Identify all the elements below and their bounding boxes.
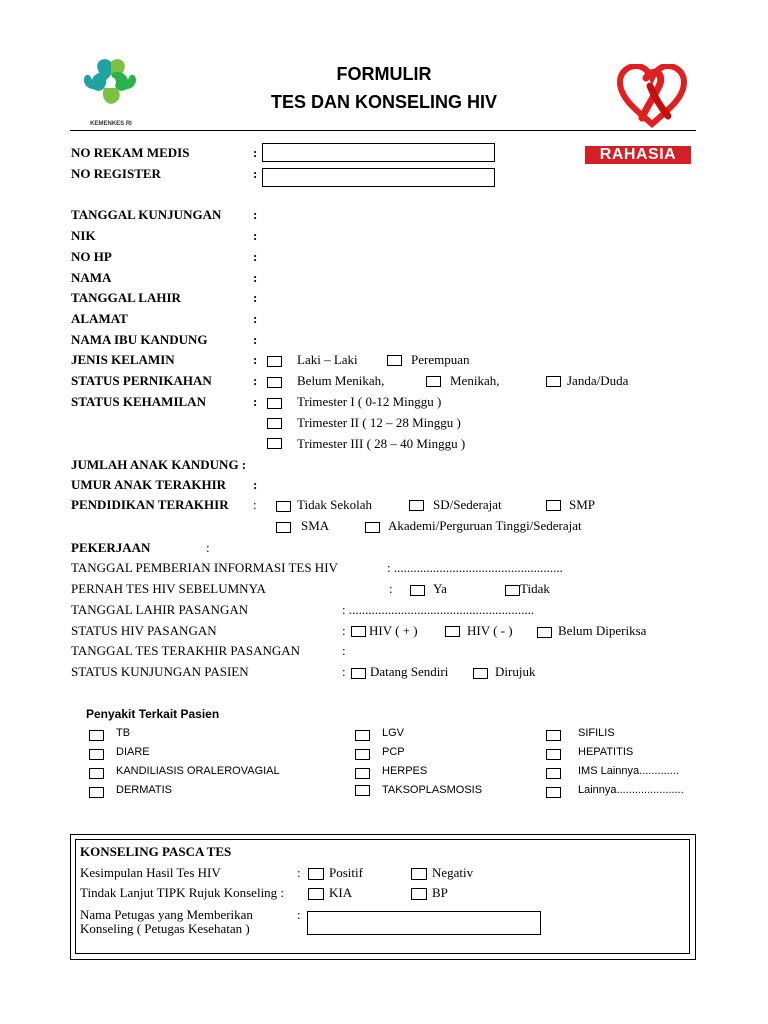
nama-petugas-input[interactable] [307,911,541,935]
checkbox-kia[interactable] [308,888,324,900]
no-rekam-medis-input[interactable] [262,143,495,162]
colon: : [253,166,258,181]
label-no-hp: NO HP [71,249,112,264]
checkbox-hiv-pos[interactable] [351,626,366,637]
label-kesimpulan: Kesimpulan Hasil Tes HIV [80,865,221,880]
ribbon-heart-icon [616,64,688,128]
label-alamat: ALAMAT [71,311,128,326]
penyakit-item: DERMATIS [116,784,173,796]
label-petugas-line2: Konseling ( Petugas Kesehatan ) [80,921,250,936]
logo-caption: KEMENKES RI [90,121,132,127]
option-smp: SMP [569,497,596,512]
option-akademi: Akademi/Perguruan Tinggi/Sederajat [388,518,582,533]
penyakit-item: Lainnya...................... [578,784,684,796]
option-belum-menikah: Belum Menikah, [297,373,385,388]
checkbox-penyakit[interactable] [546,787,561,798]
checkbox-perempuan[interactable] [387,355,402,366]
option-dirujuk: Dirujuk [495,664,536,679]
checkbox-negativ[interactable] [411,868,427,880]
option-belum-diperiksa: Belum Diperiksa [558,623,647,638]
penyakit-item: TAKSOPLASMOSIS [382,784,483,796]
option-sd: SD/Sederajat [433,497,502,512]
form-title-line2: TES DAN KONSELING HIV [270,92,498,112]
checkbox-penyakit[interactable] [89,730,104,741]
label-petugas-line1: Nama Petugas yang Memberikan [80,907,253,922]
colon: : [342,623,346,638]
penyakit-item: KANDILIASIS ORALEROVAGIAL [116,765,280,777]
colon: : [389,581,393,596]
label-pekerjaan: PEKERJAAN [71,540,151,555]
colon: : [253,497,257,512]
label-nama-ibu: NAMA IBU KANDUNG [71,332,208,347]
checkbox-trimester3[interactable] [267,438,282,449]
option-sma: SMA [301,518,330,533]
label-tgl-tes-pasangan: TANGGAL TES TERAKHIR PASANGAN [71,643,301,658]
checkbox-penyakit[interactable] [546,749,561,760]
checkbox-trimester1[interactable] [267,398,282,409]
option-negativ: Negativ [432,865,474,880]
checkbox-akademi[interactable] [365,522,380,533]
checkbox-penyakit[interactable] [355,749,370,760]
colon: : [253,477,258,492]
checkbox-laki[interactable] [267,356,282,367]
option-bp: BP [432,885,448,900]
colon: : [253,145,258,160]
option-hiv-pos: HIV ( + ) [369,623,418,638]
colon: : [342,643,346,658]
option-trimester3: Trimester III ( 28 – 40 Minggu ) [297,436,466,451]
option-trimester2: Trimester II ( 12 – 28 Minggu ) [297,415,461,430]
checkbox-janda[interactable] [546,376,561,387]
checkbox-penyakit[interactable] [89,787,104,798]
penyakit-item: DIARE [116,746,150,758]
label-pernah-tes: PERNAH TES HIV SEBELUMNYA [71,581,266,596]
label-pendidikan: PENDIDIKAN TERAKHIR [71,497,229,512]
penyakit-item: SIFILIS [578,727,615,739]
option-tidak: Tidak [520,581,550,596]
kemenkes-logo [76,58,146,126]
option-laki: Laki – Laki [297,352,358,367]
label-tgl-lahir-pasangan: TANGGAL LAHIR PASANGAN [71,602,249,617]
label-jenis-kelamin: JENIS KELAMIN [71,352,175,367]
label-status-kunjungan: STATUS KUNJUNGAN PASIEN [71,664,249,679]
colon: : [253,373,258,388]
label-umur-anak: UMUR ANAK TERAKHIR [71,477,227,492]
checkbox-ya[interactable] [410,585,425,596]
option-datang-sendiri: Datang Sendiri [370,664,449,679]
checkbox-penyakit[interactable] [546,768,561,779]
checkbox-tidak[interactable] [505,585,520,596]
penyakit-item: HEPATITIS [578,746,634,758]
hiv-ribbon-heart [616,64,688,133]
option-menikah: Menikah, [450,373,500,388]
label-no-register: NO REGISTER [71,166,161,181]
checkbox-belum-diperiksa[interactable] [537,627,552,638]
colon: : [253,352,258,367]
colon: : [253,394,258,409]
label-tgl-info: TANGGAL PEMBERIAN INFORMASI TES HIV [71,560,338,575]
checkbox-bp[interactable] [411,888,427,900]
colon: : [253,332,258,347]
colon: : [253,290,258,305]
colon: : [297,907,301,922]
option-perempuan: Perempuan [411,352,470,367]
penyakit-item: HERPES [382,765,428,777]
option-janda: Janda/Duda [567,373,629,388]
colon: : [253,270,258,285]
option-ya: Ya [433,581,447,596]
checkbox-menikah[interactable] [426,376,441,387]
label-status-pasangan: STATUS HIV PASANGAN [71,623,217,638]
rahasia-stamp: RAHASIA [585,146,691,164]
label-tanggal-lahir: TANGGAL LAHIR [71,290,181,305]
label-nama: NAMA [71,270,112,285]
label-status-kehamilan: STATUS KEHAMILAN [71,394,206,409]
penyakit-item: TB [116,727,131,739]
option-tidak-sekolah: Tidak Sekolah [297,497,372,512]
checkbox-penyakit[interactable] [89,768,104,779]
konseling-heading: KONSELING PASCA TES [80,844,232,859]
label-tanggal-kunjungan: TANGGAL KUNJUNGAN [71,207,222,222]
colon: : [342,664,346,679]
colon: : [253,207,258,222]
tgl-info-field[interactable]: : .................................................... [387,560,563,575]
penyakit-item: PCP [382,746,405,758]
penyakit-item: IMS Lainnya............. [578,765,679,777]
label-jumlah-anak: JUMLAH ANAK KANDUNG : [71,457,247,472]
label-tindak-lanjut: Tindak Lanjut TIPK Rujuk Konseling : [80,885,285,900]
label-nik: NIK [71,228,96,243]
penyakit-item: LGV [382,727,405,739]
label-no-rekam-medis: NO REKAM MEDIS [71,145,190,160]
checkbox-hiv-neg[interactable] [445,626,460,637]
checkbox-penyakit[interactable] [355,785,370,796]
option-trimester1: Trimester I ( 0-12 Minggu ) [297,394,442,409]
checkbox-smp[interactable] [546,500,561,511]
tgl-lahir-pasangan-field[interactable]: : ......................................................... [342,602,535,617]
checkbox-belum-menikah[interactable] [267,377,282,388]
checkbox-trimester2[interactable] [267,418,282,429]
checkbox-positif[interactable] [308,868,324,880]
option-kia: KIA [329,885,353,900]
checkbox-tidak-sekolah[interactable] [276,501,291,512]
checkbox-dirujuk[interactable] [473,668,488,679]
no-register-input[interactable] [262,168,495,187]
option-positif: Positif [329,865,363,880]
kemenkes-logo-icon [76,58,146,116]
label-status-pernikahan: STATUS PERNIKAHAN [71,373,212,388]
colon: : [253,311,258,326]
checkbox-datang-sendiri[interactable] [351,668,366,679]
checkbox-penyakit[interactable] [546,730,561,741]
colon: : [297,865,301,880]
penyakit-heading: Penyakit Terkait Pasien [86,707,220,721]
option-hiv-neg: HIV ( - ) [467,623,513,638]
checkbox-penyakit[interactable] [355,730,370,741]
checkbox-sd[interactable] [409,500,424,511]
colon: : [253,228,258,243]
colon: : [253,249,258,264]
checkbox-penyakit[interactable] [89,749,104,760]
colon: : [206,540,210,555]
checkbox-sma[interactable] [276,522,291,533]
checkbox-penyakit[interactable] [355,768,370,779]
form-title-line1: FORMULIR [336,64,432,84]
header-divider [70,130,696,131]
